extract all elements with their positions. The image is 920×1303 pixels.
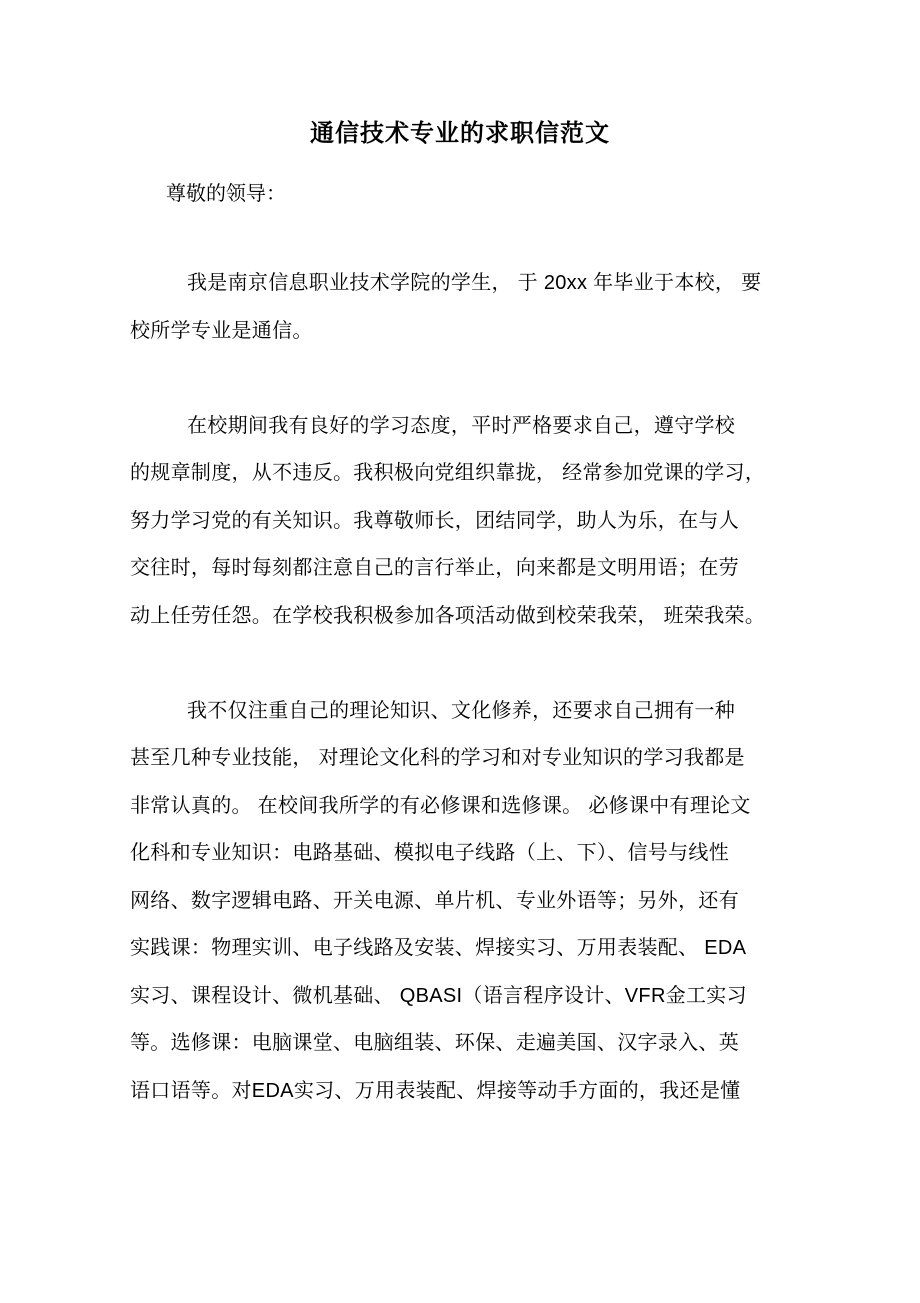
document-title: 通信技术专业的求职信范文 xyxy=(310,120,610,147)
document-body xyxy=(130,260,770,1115)
text-line: 校所学专业是通信。 xyxy=(130,319,313,342)
text-line: 在校期间我有良好的学习态度，平时严格要求自己，遵守学校 xyxy=(187,414,736,437)
text-line: 甚至几种专业技能， 对理论文化科的学习和对专业知识的学习我都是 xyxy=(130,747,745,769)
text-line: 我是南京信息职业技术学院的学生， 于 20xx 年毕业于本校， 要 xyxy=(187,272,762,294)
text-line: 交往时，每时每刻都注意自己的言行举止，向来都是文明用语；在劳 xyxy=(130,557,739,579)
paragraph xyxy=(130,688,770,1116)
text-line: 我不仅注重自己的理论知识、文化修养，还要求自己拥有一种 xyxy=(187,699,736,722)
text-line: 网络、数字逻辑电路、开关电源、单片机、专业外语等；另外，还有 xyxy=(130,889,739,912)
text-line: 的规章制度，从不违反。我积极向党组织靠拢， 经常参加党课的学习， xyxy=(130,462,766,484)
paragraph xyxy=(130,403,770,641)
paragraph-spacer xyxy=(130,640,770,688)
salutation: 尊敬的领导： xyxy=(166,183,286,205)
text-line: 化科和专业知识：电路基础、模拟电子线路（上、下）、信号与线性 xyxy=(130,842,729,864)
text-line: 语口语等。对EDA实习、万用表装配、焊接等动手方面的，我还是懂 xyxy=(130,1079,741,1102)
text-line: 实践课：物理实训、电子线路及安装、焊接实习、万用表装配、 EDA xyxy=(130,937,747,959)
text-line: 非常认真的。 在校间我所学的有必修课和选修课。 必修课中有理论文 xyxy=(130,794,751,817)
text-line: 等。选修课：电脑课堂、电脑组装、环保、走遍美国、汉字录入、英 xyxy=(130,1032,739,1054)
text-line: 实习、课程设计、微机基础、 QBASI（语言程序设计、VFR金工实习 xyxy=(130,984,747,1007)
paragraph xyxy=(130,260,770,355)
text-line: 动上任劳任怨。在学校我积极参加各项活动做到校荣我荣， 班荣我荣。 xyxy=(130,604,766,627)
paragraph-spacer xyxy=(130,355,770,403)
text-line: 努力学习党的有关知识。我尊敬师长，团结同学，助人为乐，在与人 xyxy=(130,509,739,532)
